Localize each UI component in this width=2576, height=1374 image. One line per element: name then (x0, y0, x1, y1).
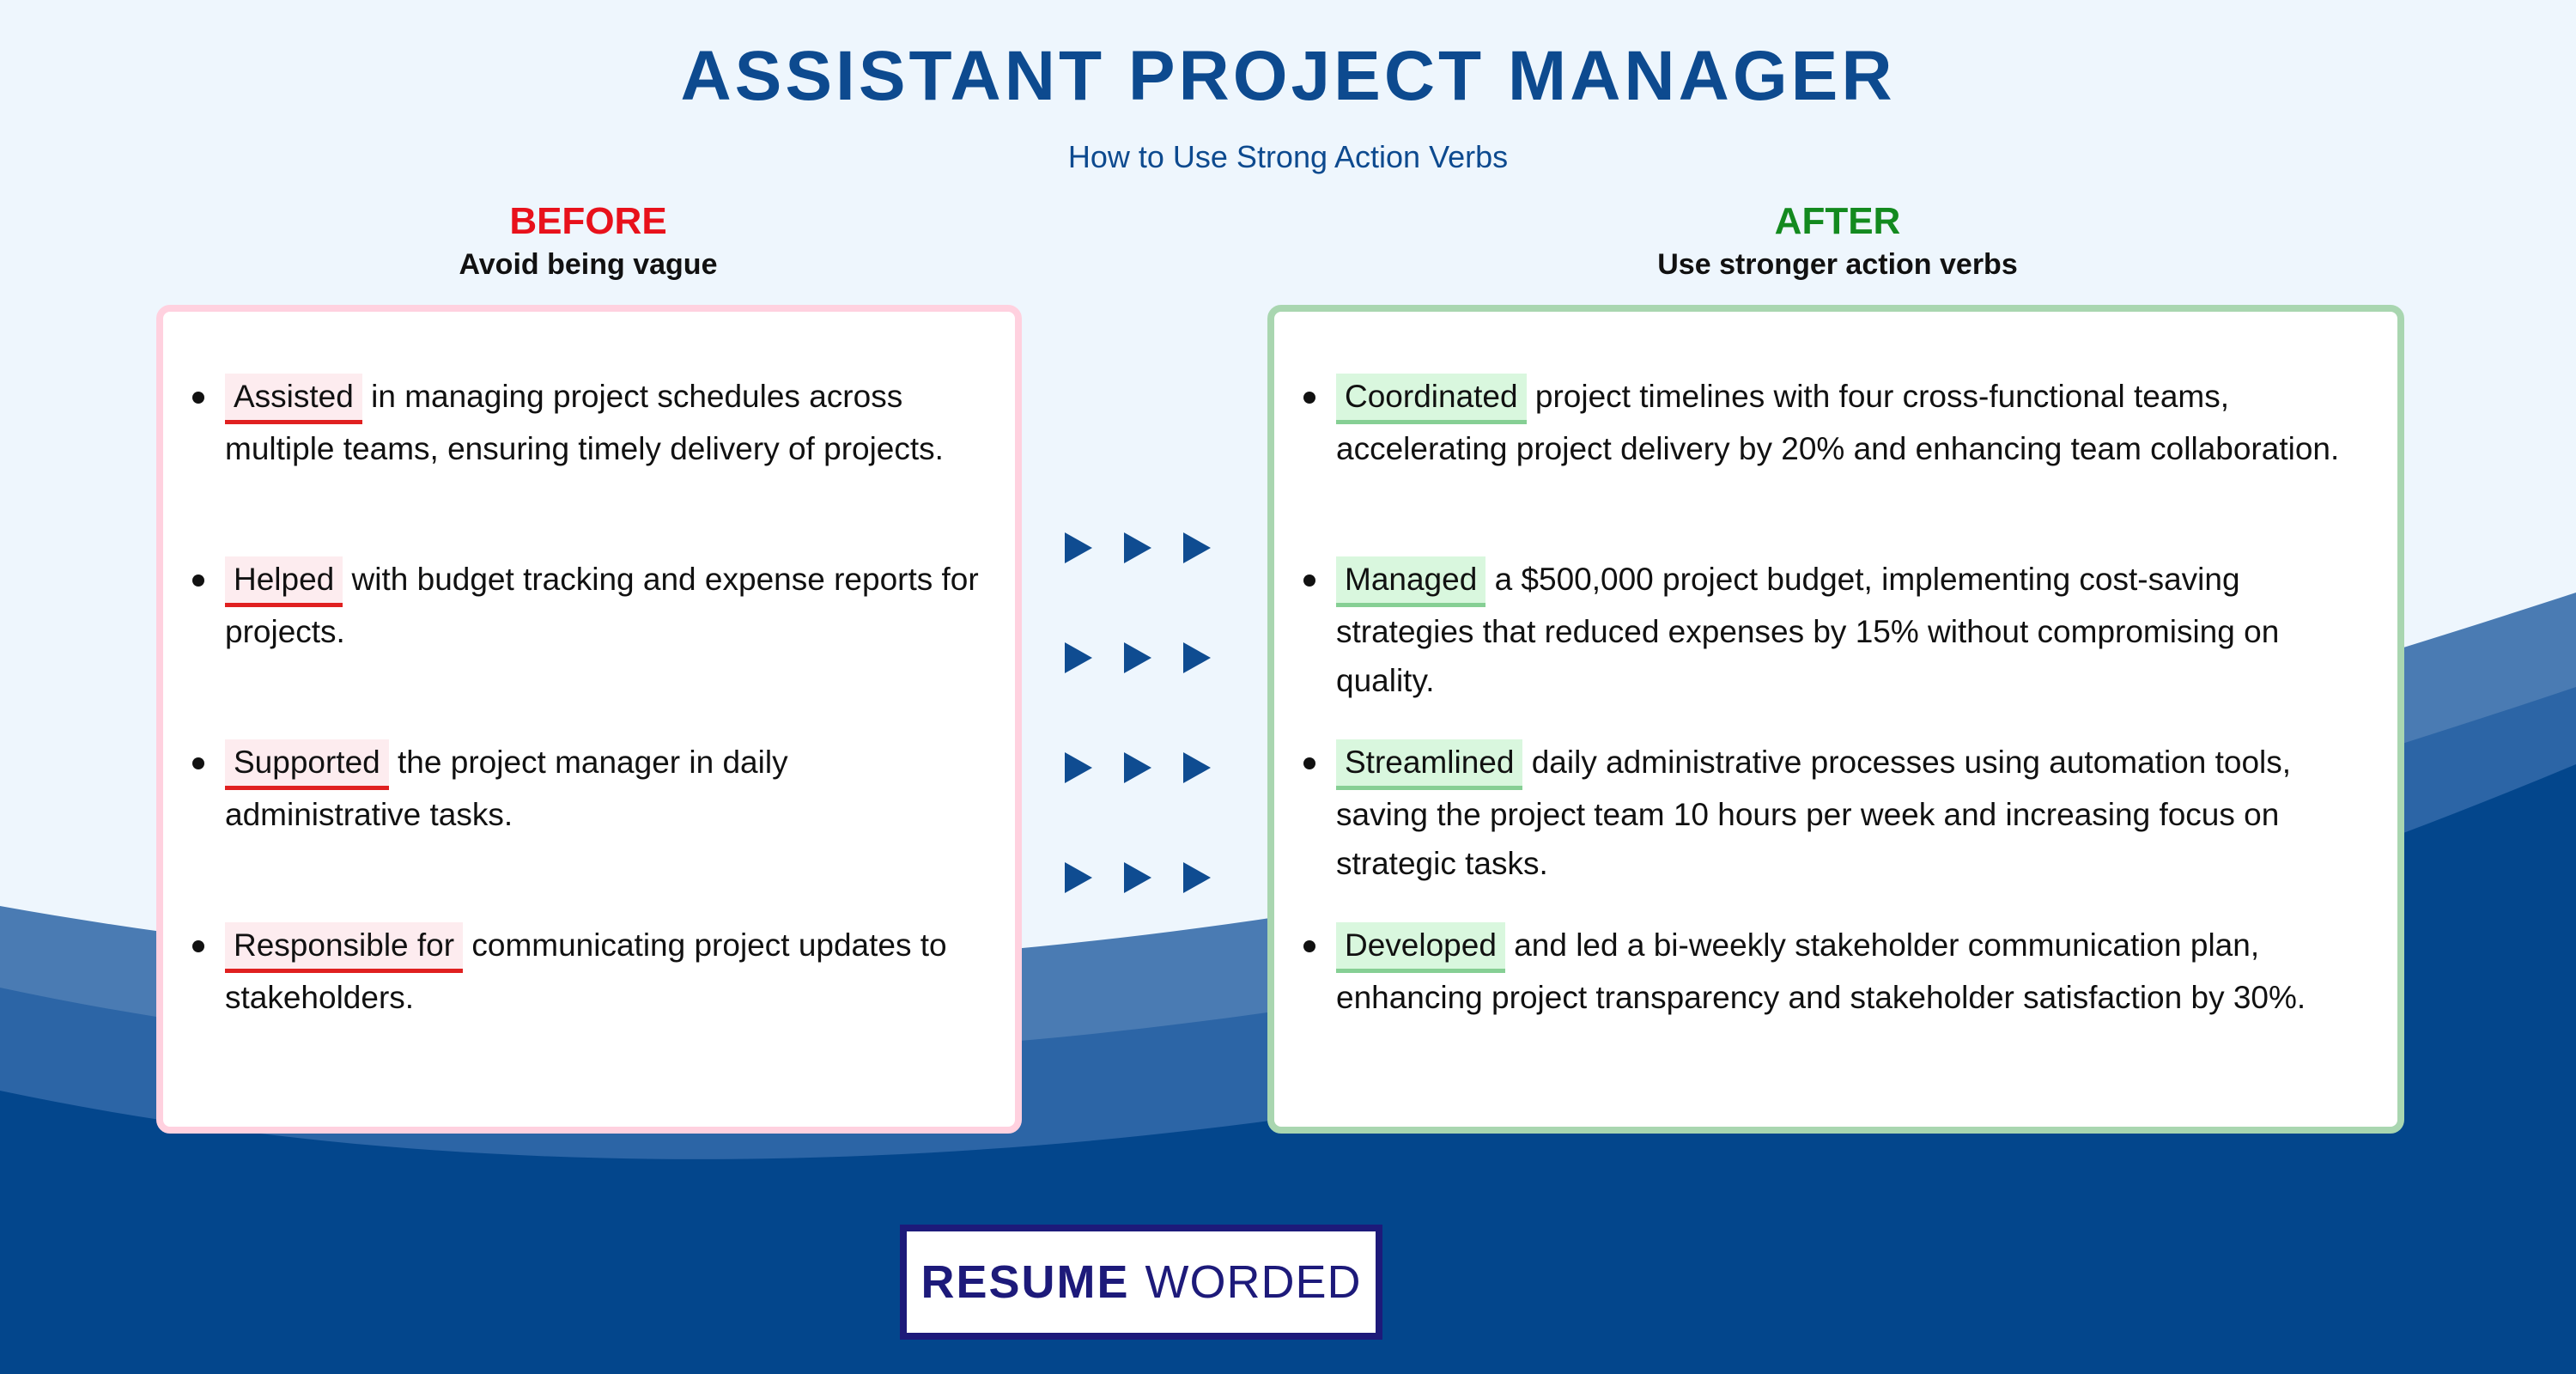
before-description: Avoid being vague (459, 248, 718, 281)
triple-arrow-right-icon (1065, 860, 1211, 895)
logo-bold-text: RESUME (920, 1256, 1130, 1308)
strong-verb: Streamlined (1336, 739, 1522, 790)
weak-verb: Responsible for (225, 922, 463, 973)
before-label: BEFORE (509, 200, 667, 242)
list-item (1336, 555, 2366, 705)
after-panel (1267, 305, 2404, 1134)
strong-verb: Developed (1336, 922, 1505, 973)
page-subtitle: How to Use Strong Action Verbs (1067, 139, 1509, 174)
list-item (225, 372, 984, 473)
list-item (1336, 372, 2366, 473)
weak-verb: Helped (225, 556, 343, 607)
list-item (1336, 921, 2366, 1022)
before-panel (156, 305, 1022, 1134)
bullet-dot (192, 575, 204, 587)
triple-arrow-right-icon (1065, 531, 1211, 565)
bullet-dot (1303, 940, 1315, 952)
item-text: the project manager in daily administrative tasks. (225, 745, 788, 832)
strong-verb: Coordinated (1336, 374, 1527, 424)
after-description: Use stronger action verbs (1657, 248, 2018, 281)
weak-verb: Assisted (225, 374, 362, 424)
item-text: communicating project updates to stakeholders. (225, 927, 947, 1015)
bullet-dot (192, 940, 204, 952)
list-item (225, 921, 984, 1022)
list-item (225, 555, 984, 656)
item-text: with budget tracking and expense reports for projects. (225, 562, 979, 649)
page-title: ASSISTANT PROJECT MANAGER (680, 37, 1896, 115)
list-item (225, 738, 984, 839)
item-text: a $500,000 project budget, implementing cost-saving strategies that reduced expenses by 15% without compromising on quality. (1336, 562, 2280, 698)
triple-arrow-right-icon (1065, 751, 1211, 785)
bullet-dot (192, 392, 204, 404)
after-header (1271, 198, 2404, 283)
triple-arrow-right-icon (1065, 641, 1211, 675)
item-text: daily administrative processes using automation tools, saving the project team 10 hours per week and increasing focus on strategic tasks. (1336, 745, 2292, 881)
logo-light-text: WORDED (1145, 1256, 1362, 1308)
item-text: and led a bi-weekly stakeholder communication plan, enhancing project transparency and stakeholder satisfaction by 30%. (1336, 927, 2306, 1015)
item-text: in managing project schedules across multiple teams, ensuring timely delivery of projects. (225, 379, 944, 466)
bullet-dot (192, 757, 204, 769)
strong-verb: Managed (1336, 556, 1485, 607)
bullet-dot (1303, 392, 1315, 404)
item-text: project timelines with four cross-functional teams, accelerating project delivery by 20% and enhancing team collaboration. (1336, 379, 2340, 466)
bullet-dot (1303, 757, 1315, 769)
list-item (1336, 738, 2366, 888)
bullet-dot (1303, 575, 1315, 587)
resume-worded-logo (900, 1225, 1382, 1340)
weak-verb: Supported (225, 739, 389, 790)
after-label: AFTER (1774, 200, 1901, 242)
before-header (159, 198, 1018, 283)
